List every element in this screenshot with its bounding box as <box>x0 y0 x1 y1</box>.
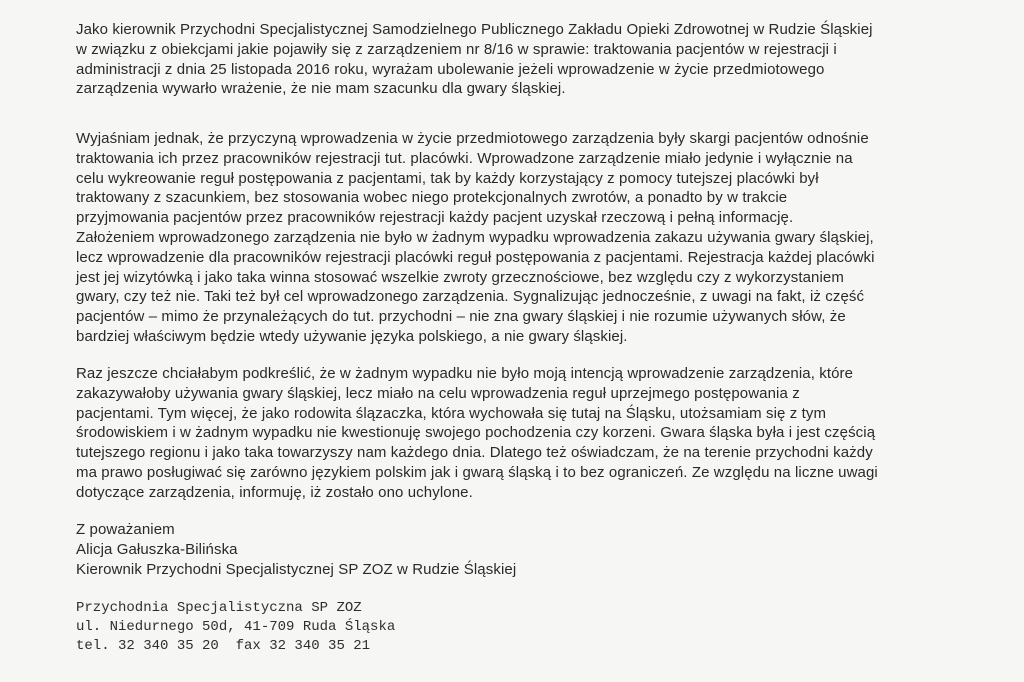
paragraph-3-line: zakazywałoby używania gwary śląskiej, lecz miało na celu wprowadzenia reguł uprzejmego postępowania z <box>76 384 800 402</box>
paragraph-3-line: tutejszego regionu i jako taka towarzyszy nam każdego dnia. Dlatego też oświadczam, że na terenie przychodni każdy <box>76 444 873 462</box>
stamp-institution-name: Przychodnia Specjalistyczna SP ZOZ <box>76 600 362 616</box>
paragraph-2-line: traktowany z szacunkiem, bez stosowania wobec niego protekcjonalnych zwrotów, a ponadto by w trakcie <box>76 189 788 207</box>
paragraph-2-line: Wyjaśniam jednak, że przyczyną wprowadzenia w życie przedmiotowego zarządzenia były skargi pacjentów odnośnie <box>76 130 869 147</box>
paragraph-2-line: Założeniem wprowadzonego zarządzenia nie było w żadnym wypadku wprowadzenia zakazu używania gwary śląskiej, <box>76 228 874 246</box>
paragraph-1-line: zarządzenia wywarło wrażenie, że nie mam szacunku dla gwary śląskiej. <box>76 80 566 98</box>
paragraph-3 <box>76 364 996 503</box>
stamp-phone-fax: tel. 32 340 35 20 fax 32 340 35 21 <box>76 638 371 654</box>
paragraph-3-line: środowiskiem i w żadnym wypadku nie kwestionuję swojego pochodzenia czy korzeni. Gwara śląska była i jest częścią <box>76 424 876 442</box>
institution-stamp <box>76 599 395 656</box>
paragraph-2-line: lecz wprowadzenie dla pracowników rejestracji placówki reguł postępowania z pacjentami. Rejestracja każdej placówki <box>76 248 875 266</box>
paragraph-3-line: pacjentami. Tym więcej, że jako rodowita ślązaczka, która wychowała się tutaj na Śląsku, utożsamiam się z tym <box>76 404 827 422</box>
paragraph-2-line: celu wykreowanie reguł postępowania z pacjentami, tak by każdy korzystający z pomocy tutejszej placówki był <box>76 169 819 187</box>
paragraph-1-line: Jako kierownik Przychodni Specjalistycznej Samodzielnego Publicznego Zakładu Opieki Zdrowotnej w Rudzie Śląskiej <box>76 21 873 38</box>
paragraph-3-line: Raz jeszcze chciałabym podkreślić, że w żadnym wypadku nie było moją intencją wprowadzenie zarządzenia, które <box>76 365 854 382</box>
paragraph-1-line: w związku z obiekcjami jakie pojawiły się z zarządzeniem nr 8/16 w sprawie: traktowania pacjentów w rejestracji i <box>76 40 837 58</box>
paragraph-3-line: ma prawo posługiwać się zarówno językiem polskim jak i gwarą śląską i to bez ograniczeń. Ze względu na liczne uwagi <box>76 463 878 481</box>
stamp-address: ul. Niedurnego 50d, 41-709 Ruda Śląska <box>76 619 396 635</box>
signer-name: Alicja Gałuszka-Bilińska <box>76 540 238 558</box>
signature-block <box>76 520 996 579</box>
paragraph-1-line: administracji z dnia 25 listopada 2016 roku, wyrażam ubolewanie jeżeli wprowadzenie w życie przedmiotowego <box>76 60 825 78</box>
paragraph-2 <box>76 129 996 347</box>
paragraph-2-line: przyjmowania pacjentów przez pracowników rejestracji każdy pacjent uzyskał rzeczową i pełną informację. <box>76 209 794 227</box>
paragraph-2-line: traktowania ich przez pracowników rejestracji tut. placówki. Wprowadzone zarządzenie miało jedynie i wyłącznie na <box>76 149 853 167</box>
paragraph-2-line: bardziej właściwym będzie wtedy używanie języka polskiego, a nie gwary śląskiej. <box>76 327 628 345</box>
paragraph-1 <box>76 20 996 99</box>
paragraph-2-line: jest jej wizytówką i jako taka winna stosować wszelkie zwroty grzecznościowe, bez względu czy z wykorzystaniem <box>76 268 844 286</box>
signer-title: Kierownik Przychodni Specjalistycznej SP ZOZ w Rudzie Śląskiej <box>76 560 517 578</box>
paragraph-2-line: pacjentów – mimo że przynależących do tut. przychodni – nie zna gwary śląskiej i nie rozumie używanych słów, że <box>76 308 846 326</box>
paragraph-2-line: gwary, czy też nie. Taki też był cel wprowadzonego zarządzenia. Sygnalizując jednocześnie, z uwagi na fakt, iż część <box>76 288 865 306</box>
closing-salutation: Z poważaniem <box>76 521 175 538</box>
paragraph-3-line: dotyczące zarządzenia, informuję, iż zostało ono uchylone. <box>76 483 473 501</box>
